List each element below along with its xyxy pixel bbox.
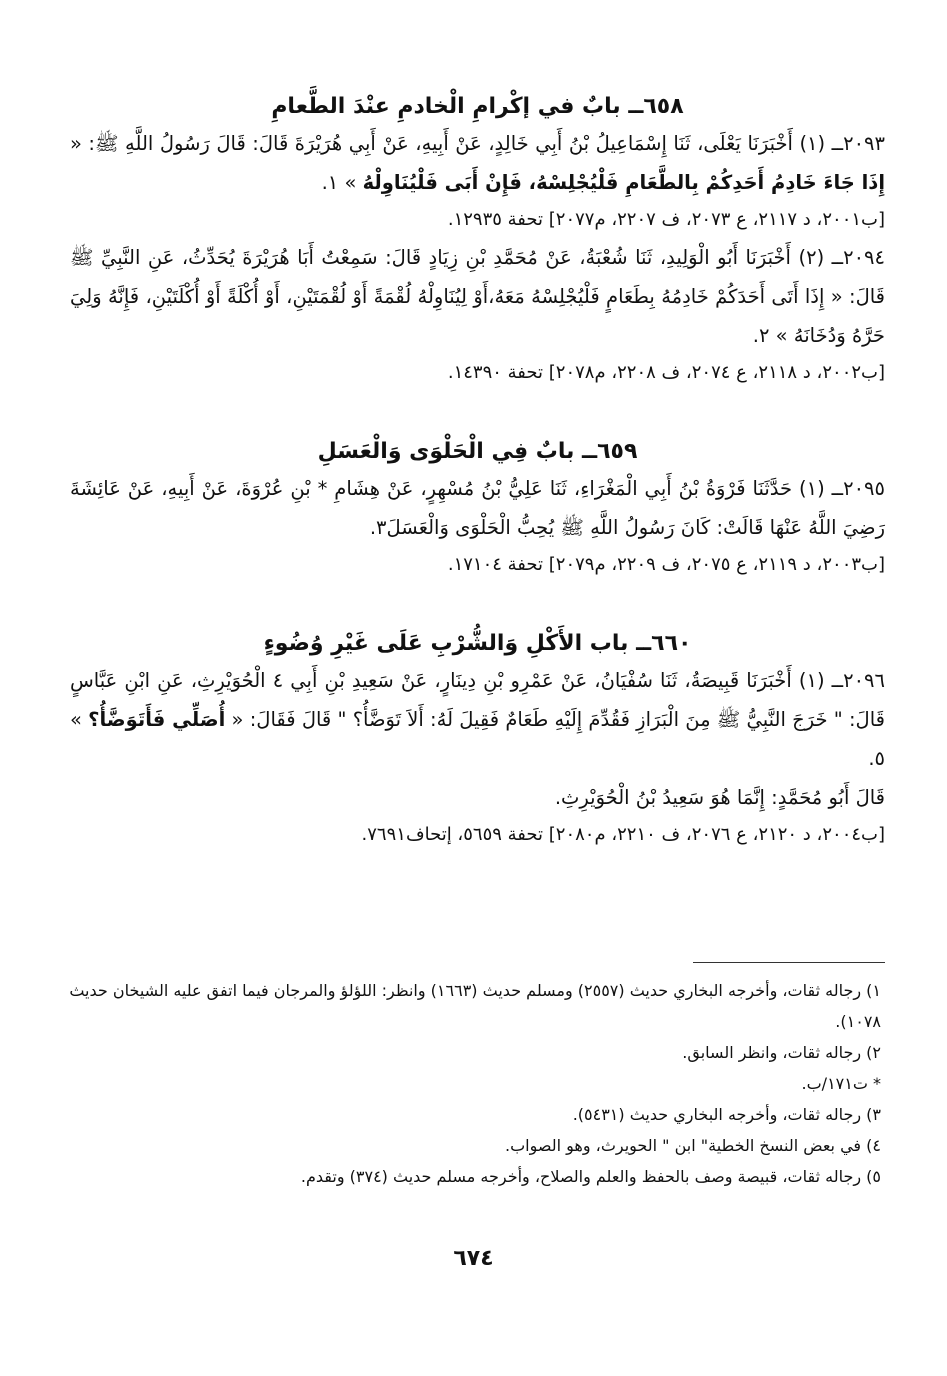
hadith-text: (١) أَخْبَرَنَا يَعْلَى، ثَنَا إِسْمَاعِيلُ بْنُ أَبِي خَالِدٍ، عَنْ أَبِيهِ، عَنْ أَبِي هُرَيْرَةَ قَالَ: قَالَ رَسُولُ اللَّهِ ﷺ: «: [70, 132, 832, 155]
hadith-2093: [70, 124, 885, 202]
chapter-658: [70, 90, 885, 391]
hadith-reference: [ب٢٠٠٤، د ٢١٢٠، ع ٢٠٧٦، ف ٢٢١٠، م٢٠٨٠] تحفة ٥٦٥٩، إتحاف٧٦٩١.: [361, 824, 885, 845]
chapter-title: ٦٥٩ــ بابٌ فِي الْحَلْوَى وَالْعَسَلِ: [317, 439, 638, 464]
hadith-number: ٢٠٩٣ــ: [831, 132, 885, 155]
hadith-reference: [ب٢٠٠٣، د ٢١١٩، ع ٢٠٧٥، ف ٢٢٠٩، م٢٠٧٩] تحفة ١٧١٠٤.: [447, 554, 885, 575]
hadith-number: ٢٠٩٥ــ: [831, 477, 885, 500]
hadith-matn-bold: أُصَلِّي فَأَتَوَضَّأُ؟: [88, 708, 226, 731]
page-number: ٦٧٤: [453, 1246, 494, 1271]
footnotes: [66, 975, 881, 1192]
chapter-title: ٦٥٨ــ بابٌ في إكْرامِ الْخادمِ عنْدَ الطَّعامِ: [271, 94, 684, 119]
footnote-1: ١) رجاله ثقات، وأخرجه البخاري حديث (٢٥٥٧) ومسلم حديث (١٦٦٣) وانظر: اللؤلؤ والمرجان فيما اتفق عليه الشيخان حديث ١٠٧٨).: [69, 981, 881, 1031]
footnote-manuscript: * ت١٧١/ب.: [801, 1074, 881, 1093]
hadith-reference: [ب٢٠٠٢، د ٢١١٨، ع ٢٠٧٤، ف ٢٢٠٨، م٢٠٧٨] تحفة ١٤٣٩٠.: [447, 362, 885, 383]
hadith-text: (١) أَخْبَرَنَا قَبِيصَةُ، ثَنَا سُفْيَانُ، عَنْ عَمْرِو بْنِ دِينَارٍ، عَنْ سَعِيدِ بْنِ أَبِي ٤ الْحُوَيْرِثِ، عَنِ ابْنِ عَبَّاسٍ قَالَ: " خَرَجَ النَّبِيُّ ﷺ مِنَ الْبَرَازِ فَقُدِّمَ إِلَيْهِ طَعَامٌ فَقِيلَ لَهُ: أَلاَ تَوَضَّأُ؟ " قَالَ فَقَالَ: «: [70, 669, 885, 731]
chapter-659: [70, 435, 885, 583]
chapter-title: ٦٦٠ــ باب الأَكْلِ وَالشُّرْبِ عَلَى غَيْرِ وُضُوءٍ: [263, 631, 692, 656]
footnote-3: ٣) رجاله ثقات، وأخرجه البخاري حديث (٥٤٣١).: [572, 1105, 881, 1124]
footnote-2: ٢) رجاله ثقات، وانظر السابق.: [682, 1043, 881, 1062]
hadith-number: ٢٠٩٤ــ: [831, 246, 885, 269]
footnote-separator: [693, 962, 885, 963]
author-note: قَالَ أَبُو مُحَمَّدٍ: إِنَّمَا هُوَ سَعِيدُ بْنُ الْحُوَيْرِثِ.: [554, 786, 885, 809]
hadith-number: ٢٠٩٦ــ: [831, 669, 885, 692]
hadith-text: (١) حَدَّثَنَا فَرْوَةُ بْنُ أَبِي الْمَغْرَاءِ، ثَنَا عَلِيُّ بْنُ مُسْهِرٍ، عَنْ هِشَامِ * بْنِ عُرْوَةَ، عَنْ أَبِيهِ، عَنْ عَائِشَةَ رَضِيَ اللَّهُ عَنْهَا قَالَتْ: كَانَ رَسُولُ اللَّهِ ﷺ يُحِبُّ الْحَلْوَى وَالْعَسَلَ٣.: [70, 477, 885, 539]
footnote-5: ٥) رجاله ثقات، قبيصة وصف بالحفظ والعلم والصلاح، وأخرجه مسلم حديث (٣٧٤) وتقدم.: [300, 1167, 881, 1186]
hadith-2094: [70, 238, 885, 355]
hadith-text: (٢) أَخْبَرَنَا أَبُو الْوَلِيدِ، ثَنَا شُعْبَةُ، عَنْ مُحَمَّدِ بْنِ زِيَادٍ قَالَ: سَمِعْتُ أَبَا هُرَيْرَةَ يُحَدِّثُ، عَنِ النَّبِيِّ ﷺ قَالَ: « إِذَا أَتَى أَحَدَكُمْ خَادِمُهُ بِطَعَامٍ فَلْيُجْلِسْهُ مَعَهُ،أَوْ لِيُنَاوِلْهُ لُقْمَةً أَوْ لُقْمَتَيْنِ، أَوْ أُكْلَةً أَوْ أُكْلَتَيْنِ، فَإِنَّهُ وَلِيَ حَرَّهُ وَدُخَانَهُ » ٢.: [70, 246, 885, 347]
hadith-matn-bold: إِذَا جَاءَ خَادِمُ أَحَدِكُمْ بِالطَّعَامِ فَلْيُجْلِسْهُ، فَإِنْ أَبَى فَلْيُنَاوِلْهُ: [362, 171, 885, 194]
main-text: [70, 90, 885, 853]
footnote-4: ٤) في بعض النسخ الخطية" ابن " الحويرث، وهو الصواب.: [505, 1136, 881, 1155]
hadith-tail: » ١.: [321, 171, 363, 194]
hadith-2096: [70, 661, 885, 778]
hadith-reference: [ب٢٠٠١، د ٢١١٧، ع ٢٠٧٣، ف ٢٢٠٧، م٢٠٧٧] تحفة ١٢٩٣٥.: [447, 209, 885, 230]
hadith-tail: » ٥.: [70, 708, 885, 770]
hadith-2095: [70, 469, 885, 547]
chapter-660: [70, 627, 885, 853]
